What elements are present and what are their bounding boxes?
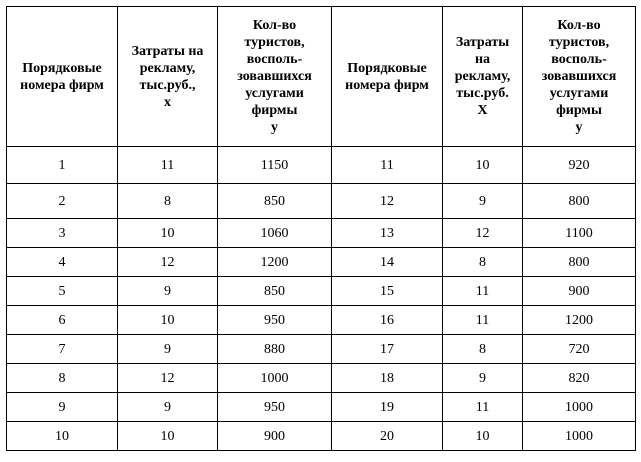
ad-costs-cell-2: 12 [443, 219, 523, 248]
ad-costs-cell: 9 [118, 335, 218, 364]
firm-number-cell-2: 13 [332, 219, 443, 248]
firm-number-cell: 8 [7, 364, 118, 393]
ad-costs-cell: 12 [118, 248, 218, 277]
tourist-count-cell: 1000 [218, 364, 332, 393]
tourist-count-cell-2: 720 [523, 335, 636, 364]
tourist-count-cell: 900 [218, 422, 332, 451]
firm-number-cell: 6 [7, 306, 118, 335]
ad-costs-cell-2: 11 [443, 277, 523, 306]
table-row [7, 147, 636, 184]
tourist-count-cell: 1200 [218, 248, 332, 277]
tourist-count-cell-2: 820 [523, 364, 636, 393]
firm-number-cell: 1 [7, 147, 118, 184]
ad-costs-cell: 10 [118, 422, 218, 451]
firm-number-cell-2: 20 [332, 422, 443, 451]
tourist-count-cell-2: 1100 [523, 219, 636, 248]
table-row [7, 184, 636, 219]
ad-costs-cell: 9 [118, 393, 218, 422]
header-ad-costs: Затраты на рекламу, тыс.руб., x [118, 7, 218, 147]
tourist-count-cell-2: 1000 [523, 422, 636, 451]
table-row [7, 393, 636, 422]
tourist-count-cell: 1150 [218, 147, 332, 184]
header-firm-number: Порядковые номера фирм [7, 7, 118, 147]
ad-costs-cell-2: 10 [443, 422, 523, 451]
firm-number-cell-2: 14 [332, 248, 443, 277]
tourist-count-cell-2: 900 [523, 277, 636, 306]
ad-costs-cell-2: 10 [443, 147, 523, 184]
ad-costs-cell: 10 [118, 219, 218, 248]
tourist-count-cell-2: 920 [523, 147, 636, 184]
tourist-count-cell: 850 [218, 184, 332, 219]
firm-number-cell-2: 18 [332, 364, 443, 393]
table-header-row [7, 7, 636, 147]
table-body [7, 147, 636, 451]
ad-costs-cell: 12 [118, 364, 218, 393]
header-firm-number-2: Порядковые номера фирм [332, 7, 443, 147]
firm-number-cell-2: 19 [332, 393, 443, 422]
table-row [7, 277, 636, 306]
firm-number-cell: 10 [7, 422, 118, 451]
table-row [7, 364, 636, 393]
firm-number-cell-2: 15 [332, 277, 443, 306]
tourist-count-cell: 950 [218, 393, 332, 422]
header-tourist-count-2: Кол-во туристов, восполь- зовавшихся услугами фирмы у [523, 7, 636, 147]
firm-number-cell: 5 [7, 277, 118, 306]
tourist-count-cell: 950 [218, 306, 332, 335]
tourist-count-cell: 850 [218, 277, 332, 306]
ad-costs-cell-2: 8 [443, 248, 523, 277]
ad-costs-cell-2: 9 [443, 184, 523, 219]
table-row [7, 306, 636, 335]
firm-number-cell: 7 [7, 335, 118, 364]
tourist-count-cell-2: 1000 [523, 393, 636, 422]
ad-costs-cell-2: 8 [443, 335, 523, 364]
firm-number-cell: 9 [7, 393, 118, 422]
ad-costs-cell: 8 [118, 184, 218, 219]
tourist-count-cell-2: 800 [523, 184, 636, 219]
tourist-count-cell: 1060 [218, 219, 332, 248]
tourist-count-cell-2: 800 [523, 248, 636, 277]
firm-number-cell-2: 11 [332, 147, 443, 184]
header-ad-costs-2: Затраты на рекламу, тыс.руб. X [443, 7, 523, 147]
ad-costs-cell-2: 9 [443, 364, 523, 393]
table-row [7, 219, 636, 248]
header-tourist-count: Кол-во туристов, восполь- зовавшихся услугами фирмы у [218, 7, 332, 147]
ad-costs-cell: 11 [118, 147, 218, 184]
firm-number-cell-2: 17 [332, 335, 443, 364]
firm-number-cell-2: 12 [332, 184, 443, 219]
table-row [7, 248, 636, 277]
firms-data-table [6, 6, 636, 451]
tourist-count-cell-2: 1200 [523, 306, 636, 335]
tourist-count-cell: 880 [218, 335, 332, 364]
firm-number-cell: 2 [7, 184, 118, 219]
ad-costs-cell: 10 [118, 306, 218, 335]
firm-number-cell: 4 [7, 248, 118, 277]
table-row [7, 422, 636, 451]
firm-number-cell-2: 16 [332, 306, 443, 335]
ad-costs-cell-2: 11 [443, 393, 523, 422]
table-row [7, 335, 636, 364]
ad-costs-cell-2: 11 [443, 306, 523, 335]
ad-costs-cell: 9 [118, 277, 218, 306]
firm-number-cell: 3 [7, 219, 118, 248]
